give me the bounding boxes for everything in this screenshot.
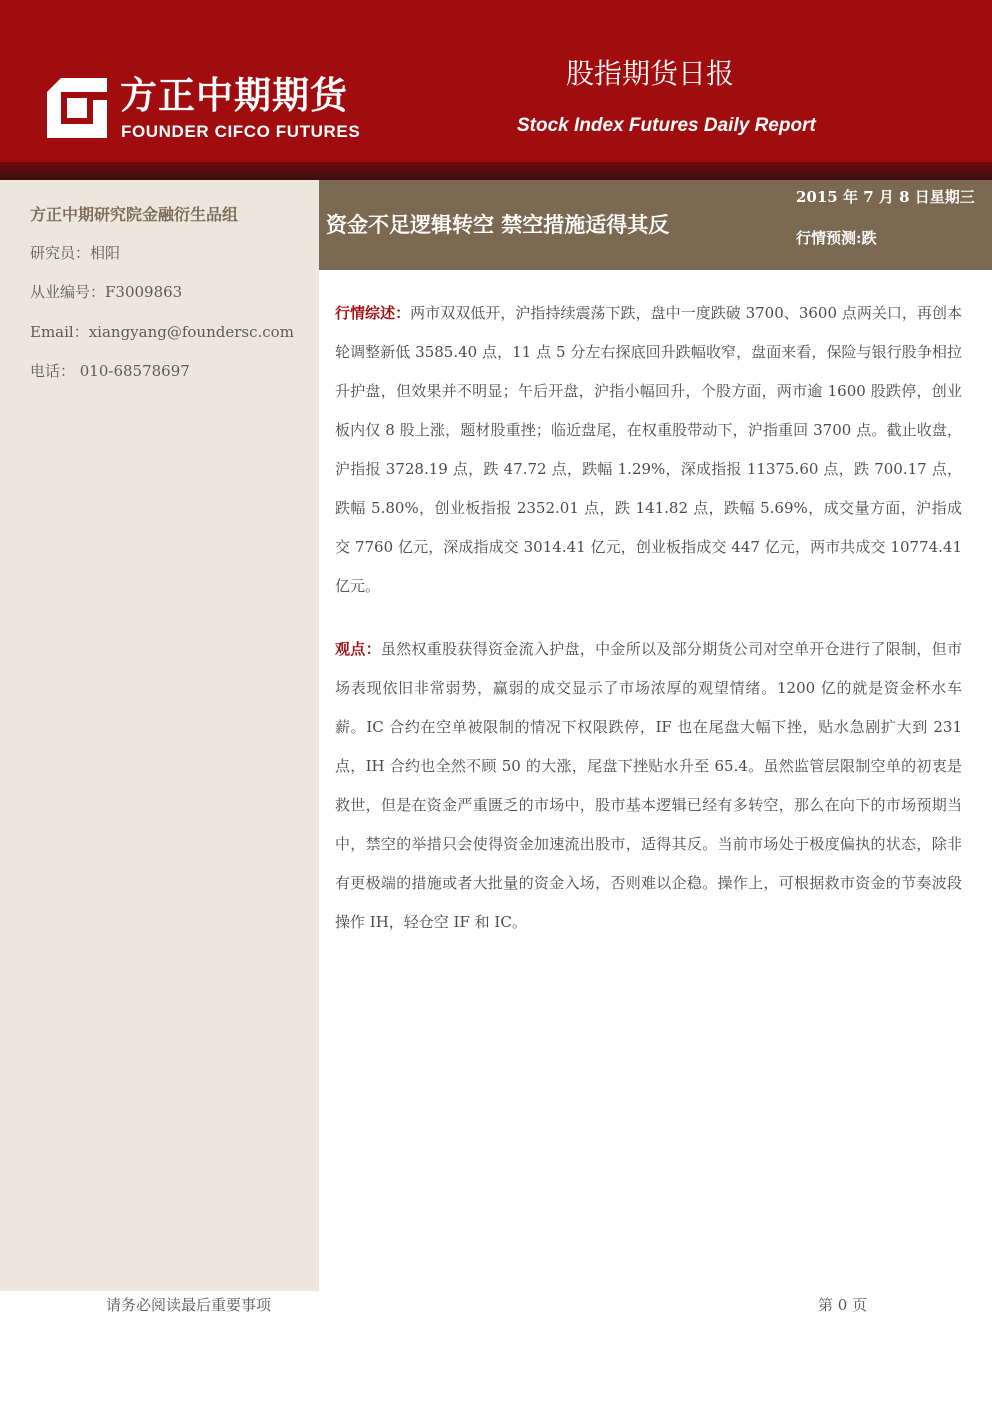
founder-logo-icon	[47, 78, 107, 138]
report-headline: 资金不足逻辑转空 禁空措施适得其反	[326, 213, 670, 237]
report-date: 2015 年 7 月 8 日星期三	[796, 188, 975, 206]
view-label: 观点：	[335, 640, 381, 658]
footer-notice: 请务必阅读最后重要事项	[106, 1296, 272, 1314]
sidebar-org: 方正中期研究院金融衍生品组	[30, 205, 239, 224]
page-number: 第 0 页	[818, 1296, 868, 1314]
sidebar-email[interactable]: Email：xiangyang@foundersc.com	[30, 323, 294, 341]
sidebar-license: 从业编号：F3009863	[30, 283, 183, 301]
market-forecast: 行情预测:跌	[796, 229, 877, 247]
sidebar-researcher: 研究员：相阳	[30, 244, 121, 262]
viewpoint-paragraph	[335, 630, 962, 942]
header-shadow	[0, 162, 992, 180]
view-text: 虽然权重股获得资金流入护盘，中金所以及部分期货公司对空单开仓进行了限制，但市场表现依旧非常弱势，赢弱的成交显示了市场浓厚的观望情绪。1200 亿的就是资金杯水车薪。IC 合约在空单被限制的情况下权限跌停，IF 也在尾盘大幅下挫，贴水急剧扩大到 231 点，IH 合约也全然不顾 50 的大涨，尾盘下挫贴水升至 65.4。虽然监管层限制空单的初衷是救世，但是在资金严重匮乏的市场中，股市基本逻辑已经有多转空，那么在向下的市场预期当中，禁空的举措只会使得资金加速流出股市，适得其反。当前市场处于极度偏执的状态，除非有更极端的措施或者大批量的资金入场，否则难以企稳。操作上，可根据救市资金的节奏波段操作 IH，轻仓空 IF 和 IC。	[335, 640, 962, 931]
report-title-en: Stock Index Futures Daily Report	[517, 115, 816, 136]
market-overview-paragraph	[335, 294, 962, 606]
overview-label: 行情综述：	[335, 304, 411, 322]
sidebar-phone: 电话： 010-68578697	[30, 362, 190, 380]
report-title-cn: 股指期货日报	[566, 57, 735, 90]
logo-chinese-name: 方正中期期货	[120, 74, 348, 117]
overview-text: 两市双双低开，沪指持续震荡下跌，盘中一度跌破 3700、3600 点两关口，再创本轮调整新低 3585.40 点，11 点 5 分左右探底回升跌幅收窄，盘面来看，保险与银行股争相拉升护盘，但效果并不明显；午后开盘，沪指小幅回升，个股方面，两市逾 1600 股跌停，创业板内仅 8 股上涨，题材股重挫；临近盘尾，在权重股带动下，沪指重回 3700 点。截止收盘，沪指报 3728.19 点，跌 47.72 点，跌幅 1.29%，深成指报 11375.60 点，跌 700.17 点，跌幅 5.80%，创业板指报 2352.01 点，跌 141.82 点，跌幅 5.69%，成交量方面，沪指成交 7760 亿元，深成指成交 3014.41 亿元，创业板指成交 447 亿元，两市共成交 10774.41 亿元。	[335, 304, 962, 595]
logo-english-name: FOUNDER CIFCO FUTURES	[121, 122, 361, 141]
sidebar	[0, 180, 319, 1291]
